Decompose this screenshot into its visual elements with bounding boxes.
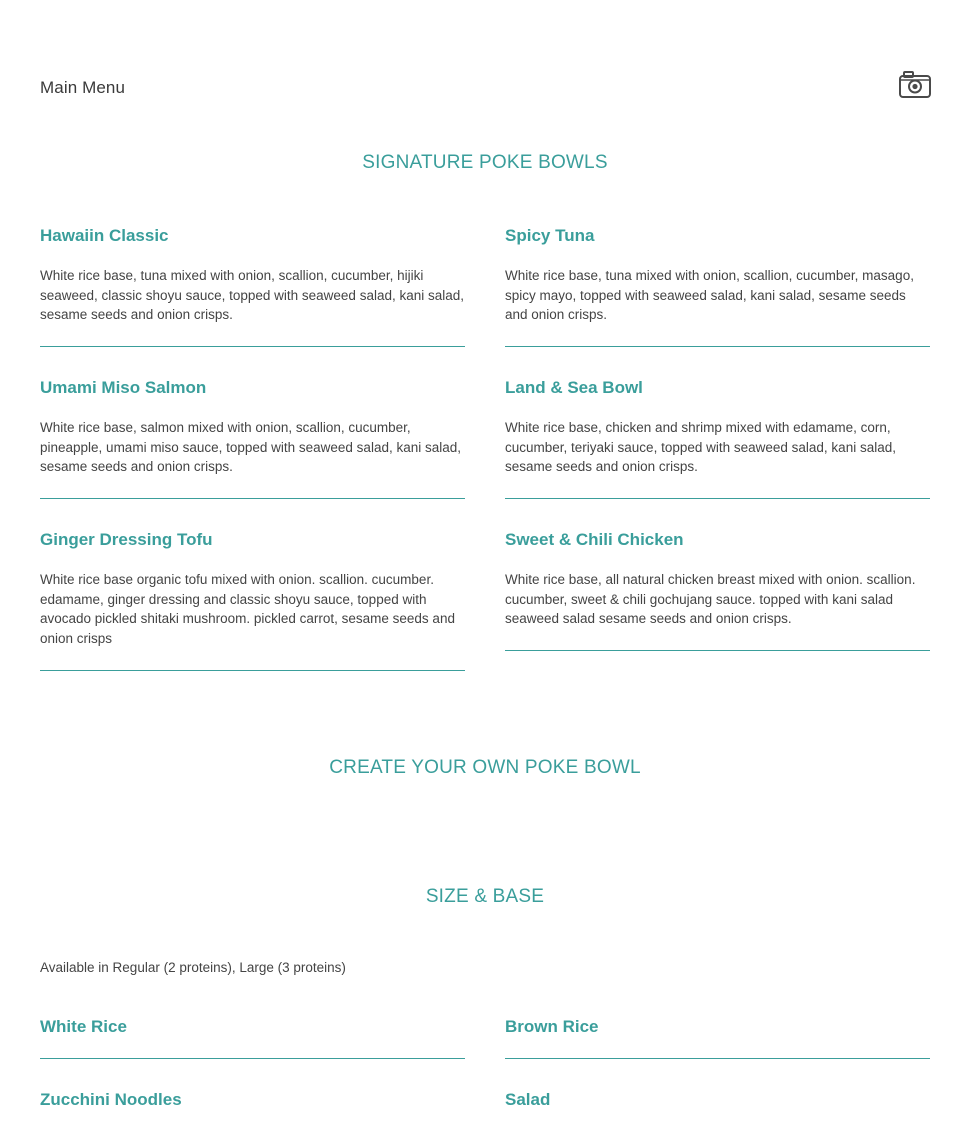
divider	[40, 346, 465, 347]
item-name: Hawaiin Classic	[40, 226, 169, 245]
item-description: White rice base, tuna mixed with onion, scallion, cucumber, hijiki seaweed, classic shoyu sauce, topped with seaweed salad, kani salad, sesame seeds and onion crisps.	[40, 268, 465, 322]
item-description: White rice base, salmon mixed with onion, scallion, cucumber, pineapple, umami miso sauce, topped with seaweed salad, kani salad, sesame seeds and onion crisps.	[40, 420, 461, 474]
item-name: Land & Sea Bowl	[505, 378, 643, 397]
divider	[40, 670, 465, 671]
base-item[interactable]	[505, 1090, 930, 1110]
item-description: White rice base organic tofu mixed with onion. scallion. cucumber. edamame, ginger dressing and classic shoyu sauce, topped with avocado pickled shitaki mushroom. pickled carrot, sesame seeds and onion crisps	[40, 572, 455, 646]
divider	[505, 346, 930, 347]
menu-item[interactable]	[505, 226, 930, 325]
menu-item[interactable]	[505, 530, 930, 629]
divider	[505, 1058, 930, 1059]
item-name: White Rice	[40, 1017, 127, 1036]
page-title: Main Menu	[40, 78, 125, 97]
base-item[interactable]	[40, 1017, 465, 1037]
base-item[interactable]	[505, 1017, 930, 1037]
item-name: Salad	[505, 1090, 551, 1109]
divider	[505, 650, 930, 651]
item-name: Sweet & Chili Chicken	[505, 530, 684, 549]
create-heading: CREATE YOUR OWN POKE BOWL	[329, 757, 641, 778]
item-name: Ginger Dressing Tofu	[40, 530, 213, 549]
item-description: White rice base, all natural chicken breast mixed with onion. scallion. cucumber, sweet & chili gochujang sauce. topped with kani salad seaweed salad sesame seeds and onion crisps.	[505, 572, 916, 626]
item-name: Zucchini Noodles	[40, 1090, 182, 1109]
item-name: Umami Miso Salmon	[40, 378, 207, 397]
item-description: White rice base, tuna mixed with onion, scallion, cucumber, masago, spicy mayo, topped with seaweed salad, kani salad, sesame seeds and onion crisps.	[505, 268, 914, 322]
base-item[interactable]	[40, 1090, 465, 1110]
menu-item[interactable]	[505, 378, 930, 477]
divider	[40, 1058, 465, 1059]
item-name: Spicy Tuna	[505, 226, 595, 245]
size-note: Available in Regular (2 proteins), Large (3 proteins)	[40, 960, 346, 975]
menu-item[interactable]	[40, 530, 465, 648]
header	[40, 70, 930, 110]
camera-icon[interactable]	[898, 70, 932, 100]
signature-heading: SIGNATURE POKE BOWLS	[362, 152, 608, 173]
menu-item[interactable]	[40, 378, 465, 477]
item-name: Brown Rice	[505, 1017, 599, 1036]
divider	[40, 498, 465, 499]
menu-item[interactable]	[40, 226, 465, 325]
size-base-heading: SIZE & BASE	[425, 886, 545, 907]
item-description: White rice base, chicken and shrimp mixed with edamame, corn, cucumber, teriyaki sauce, topped with seaweed salad, kani salad, sesame seeds and onion crisps.	[505, 420, 896, 474]
divider	[505, 498, 930, 499]
